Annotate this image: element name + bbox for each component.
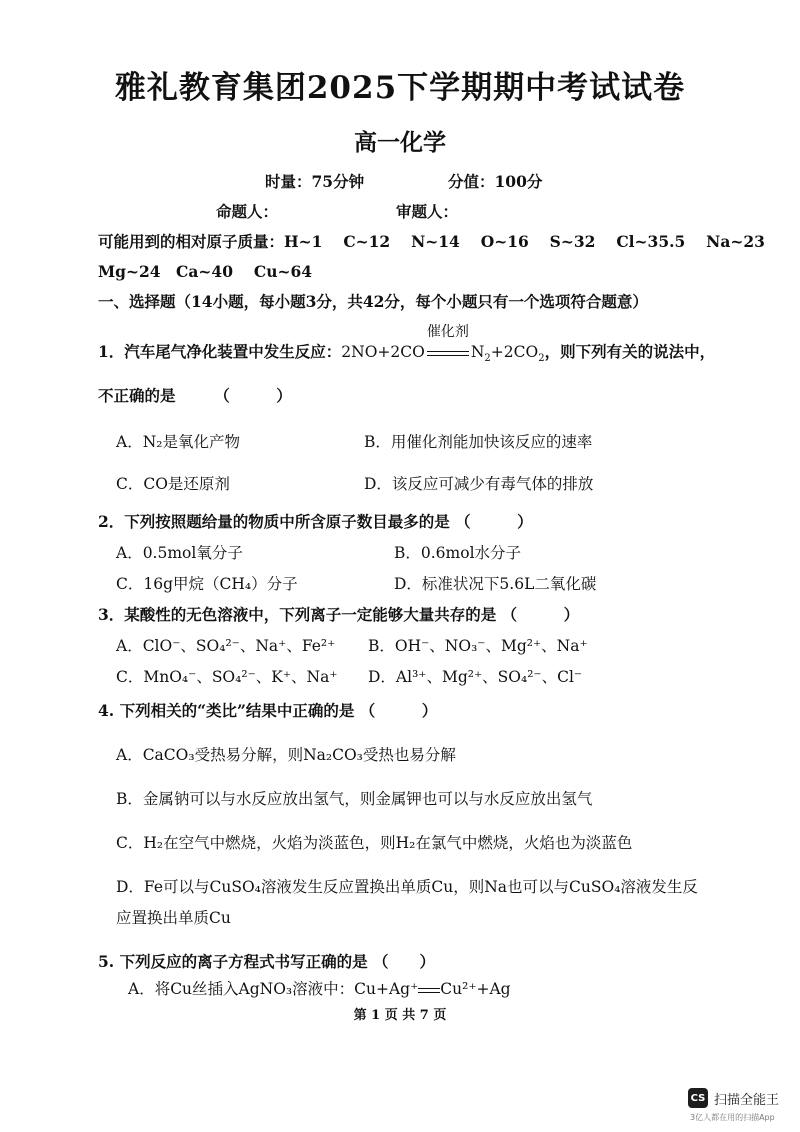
q5-option-a-suffix: Cu²⁺+Ag: [440, 980, 511, 998]
score-label: 分值：100分: [448, 172, 543, 191]
atomic-mass-line-1: 可能用到的相对原子质量：H~1 C~12 N~14 O~16 S~32 Cl~35.5 Na~23: [98, 232, 765, 251]
q5-equals-sign: [418, 988, 440, 993]
q2-option-c: C．16g甲烷（CH₄）分子: [116, 575, 298, 593]
q1-products-co: +2CO: [490, 343, 539, 361]
question-5-stem: 5. 下列反应的离子方程式书写正确的是 （ ）: [98, 952, 435, 971]
reviewer-label: 审题人：: [396, 202, 459, 221]
catalyst-arrow: [425, 324, 471, 361]
exam-title: 雅礼教育集团2025下学期期中考试试卷: [114, 70, 686, 106]
q5-option-a: [128, 977, 511, 999]
atomic-mass-line-2: Mg~24 Ca~40 Cu~64: [98, 262, 313, 281]
scanner-name: 扫描全能王: [714, 1092, 780, 1108]
q1-products-sub2: 2: [538, 353, 545, 365]
q1-option-b: B．用催化剂能加快该反应的速率: [364, 433, 593, 451]
catalyst-label: 催化剂: [426, 324, 469, 340]
q4-option-b: B．金属钠可以与水反应放出氢气，则金属钾也可以与水反应放出氢气: [116, 790, 593, 808]
q1-products-sub1: 2: [484, 353, 491, 365]
setter-label: 命题人：: [216, 202, 279, 221]
q2-option-a: A．0.5mol氧分子: [116, 544, 243, 562]
page-number: 第 1 页 共 7 页: [353, 1008, 447, 1023]
q1-products-n: N: [470, 343, 485, 361]
q3-option-c: C．MnO₄⁻、SO₄²⁻、K⁺、Na⁺: [116, 668, 338, 686]
q1-option-a: A．N₂是氧化产物: [116, 433, 240, 451]
q1-option-d: D．该反应可减少有毒气体的排放: [364, 475, 594, 493]
q4-option-c: C．H₂在空气中燃烧，火焰为淡蓝色，则H₂在氯气中燃烧，火焰也为淡蓝色: [116, 834, 633, 852]
question-2-stem: 2．下列按照题给量的物质中所含原子数目最多的是 （ ）: [98, 512, 533, 531]
q5-option-a-prefix: A．将Cu丝插入AgNO₃溶液中：Cu+Ag⁺: [128, 980, 419, 998]
q3-option-d: D．Al³⁺、Mg²⁺、SO₄²⁻、Cl⁻: [368, 668, 583, 686]
q3-option-b: B．OH⁻、NO₃⁻、Mg²⁺、Na⁺: [368, 637, 588, 655]
question-1-line2: 不正确的是 （ ）: [98, 386, 292, 405]
question-4-stem: 4. 下列相关的“类比”结果中正确的是 （ ）: [98, 701, 438, 720]
scanner-logo-icon: CS: [688, 1088, 708, 1108]
question-1-stem: [98, 324, 716, 365]
scanner-tagline: 3亿人都在用的扫描App: [690, 1113, 775, 1122]
subject-title: 高一化学: [354, 129, 446, 156]
q2-option-d: D．标准状况下5.6L二氧化碳: [394, 575, 597, 593]
section-heading: 一、选择题（14小题，每小题3分，共42分，每个小题只有一个选项符合题意）: [98, 292, 648, 311]
q4-option-d-line1: D．Fe可以与CuSO₄溶液发生反应置换出单质Cu，则Na也可以与CuSO₄溶液发生反: [116, 878, 698, 896]
q1-prefix: 1．汽车尾气净化装置中发生反应：: [98, 342, 342, 361]
question-3-stem: 3．某酸性的无色溶液中，下列离子一定能够大量共存的是 （ ）: [98, 605, 580, 624]
q4-option-d-line2: 应置换出单质Cu: [116, 909, 231, 927]
time-label: 时量：75分钟: [265, 172, 365, 191]
scanner-watermark: [688, 1088, 779, 1108]
q1-reactants: 2NO+2CO: [341, 343, 425, 361]
q4-option-a: A．CaCO₃受热易分解，则Na₂CO₃受热也易分解: [116, 746, 456, 764]
q3-option-a: A．ClO⁻、SO₄²⁻、Na⁺、Fe²⁺: [116, 637, 336, 655]
q2-option-b: B．0.6mol水分子: [394, 544, 522, 562]
q1-option-c: C．CO是还原剂: [116, 475, 230, 493]
q1-suffix: ，则下列有关的说法中，: [544, 342, 716, 361]
